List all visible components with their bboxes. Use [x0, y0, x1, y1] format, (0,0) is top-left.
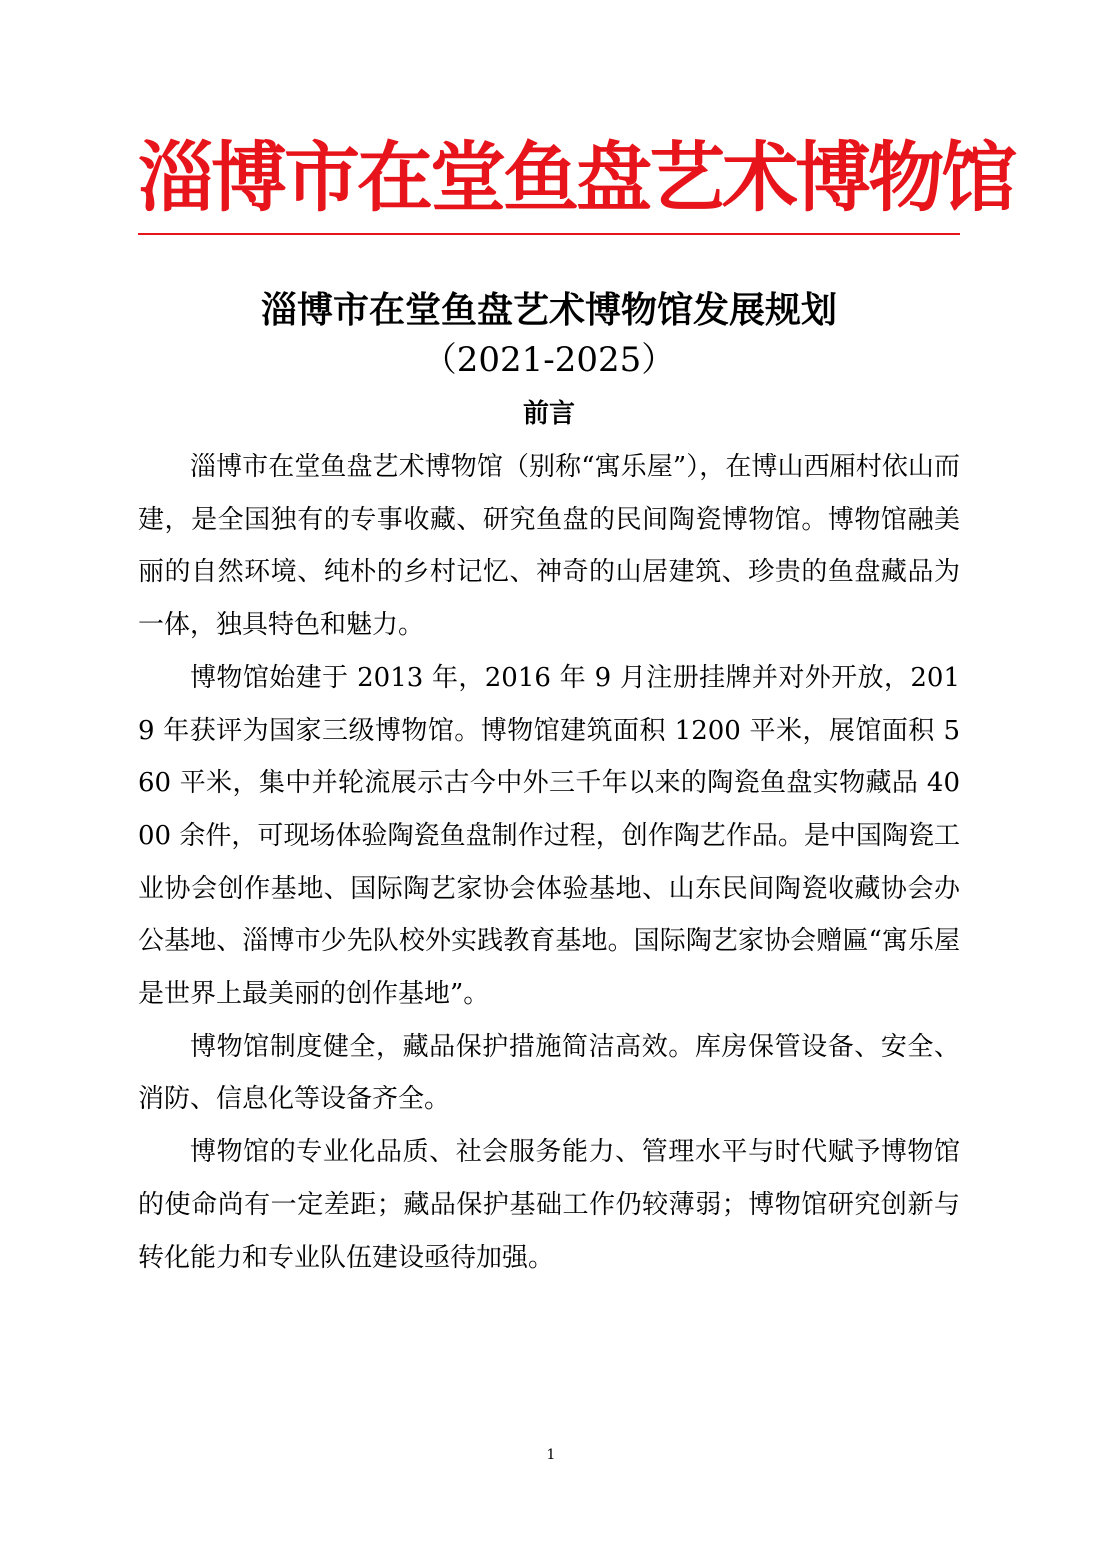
paragraph-history: 博物馆始建于 2013 年，2016 年 9 月注册挂牌并对外开放，2019 年获评为国家三级博物馆。博物馆建筑面积 1200 平米，展馆面积 560 平米，集中并轮流展示古今中外三千年以来的陶瓷鱼盘实物藏品 4000 余件，可现场体验陶瓷鱼盘制作过程，创作陶艺作品。是中国陶瓷工业协会创作基地、国际陶艺家协会体验基地、山东民间陶瓷收藏协会办公基地、淄博市少先队校外实践教育基地。国际陶艺家协会赠匾“寓乐屋是世界上最美丽的创作基地”。 — [138, 662, 960, 1010]
paragraph-intro: 淄博市在堂鱼盘艺术博物馆（别称“寓乐屋”），在博山西厢村依山而建，是全国独有的专事收藏、研究鱼盘的民间陶瓷博物馆。博物馆融美丽的自然环境、纯朴的乡村记忆、神奇的山居建筑、珍贵的鱼盘藏品为一体，独具特色和魅力。 — [138, 452, 960, 641]
document-title: 淄博市在堂鱼盘艺术博物馆发展规划 — [260, 289, 837, 331]
section-heading: 前言 — [522, 399, 575, 429]
paragraph-challenges: 博物馆的专业化品质、社会服务能力、管理水平与时代赋予博物馆的使命尚有一定差距；藏品保护基础工作仍较薄弱；博物馆研究创新与转化能力和专业队伍建设亟待加强。 — [138, 1137, 960, 1273]
body-text — [138, 441, 960, 1284]
masthead-divider — [138, 233, 960, 235]
page-number: 1 — [546, 1447, 556, 1463]
document-period: （2021-2025） — [422, 340, 676, 380]
masthead-title: 淄博市在堂鱼盘艺术博物馆 — [138, 133, 1014, 222]
paragraph-facilities: 博物馆制度健全，藏品保护措施简洁高效。库房保管设备、安全、消防、信息化等设备齐全。 — [138, 1031, 960, 1115]
